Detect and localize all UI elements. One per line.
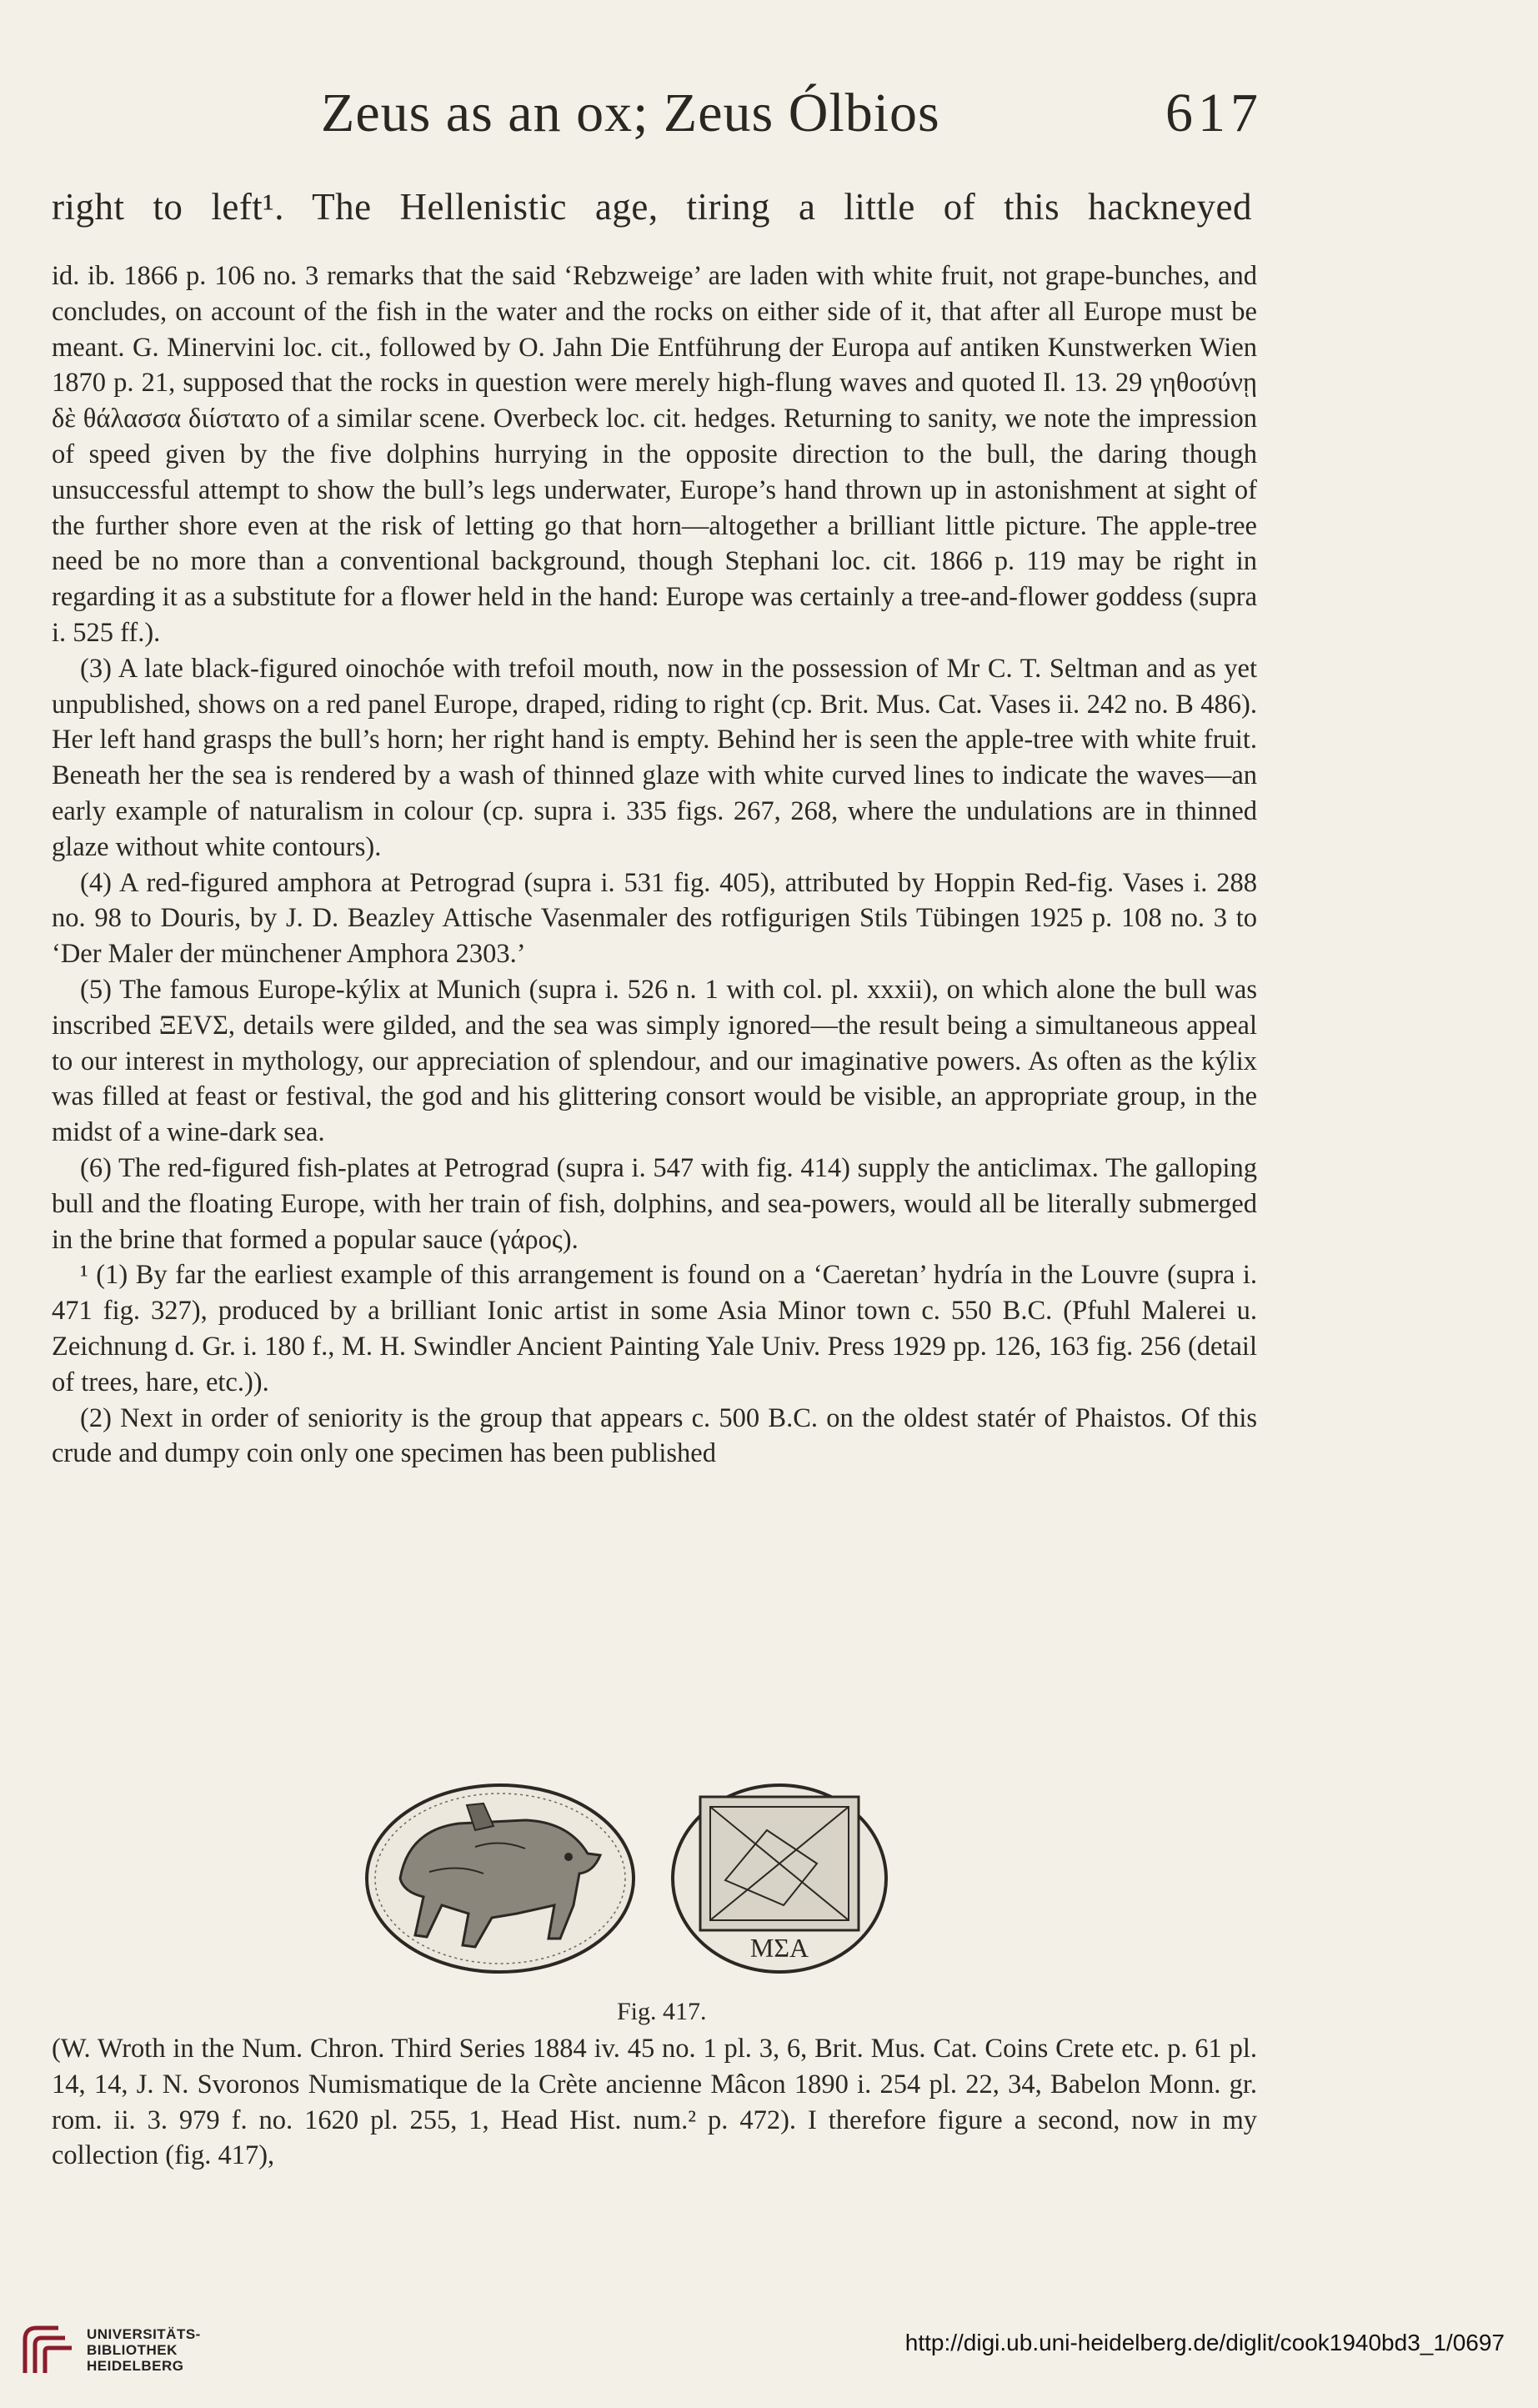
library-logo-icon (17, 2320, 78, 2381)
coin-inscription: ΜΣΑ (749, 1933, 809, 1963)
library-name-line: UNIVERSITÄTS- (87, 2326, 201, 2342)
coin-obverse (367, 1785, 634, 1972)
library-name-line: BIBLIOTHEK (87, 2342, 178, 2358)
library-name (87, 2326, 201, 2374)
source-url-link[interactable]: http://digi.ub.uni-heidelberg.de/diglit/cook1940bd3_1/0697 (904, 2330, 1505, 2355)
footnote-paragraph: (3) A late black-figured oinochóe with trefoil mouth, now in the possession of Mr C. T. Seltman and as yet unpublished, shows on a red panel Europe, draped, riding to right (cp. Brit. Mus. Cat. Vases ii. 242 no. B 486). Her left hand grasps the bull’s horn; her right hand is empty. Behind her is seen the apple-tree with white fruit. Beneath her the sea is rendered by a wash of thinned glaze with white curved lines to indicate the waves—an early example of naturalism in colour (cp. supra i. 335 figs. 267, 268, where the undulations are in thinned glaze without white contours). (52, 653, 1257, 862)
footnote-paragraph: (5) The famous Europe-kýlix at Munich (supra i. 526 n. 1 with col. pl. xxxii), on which alone the bull was inscribed ΞΕVΣ, details were gilded, and the sea was simply ignored—the result being a simultaneous appeal to our interest in mythology, our appreciation of splendour, and our imaginative powers. As often as the kýlix was filled at feast or festival, the god and his glittering consort would be visible, an appropriate group, in the midst of a wine-dark sea. (52, 974, 1257, 1148)
footnote-paragraph: (4) A red-figured amphora at Petrograd (supra i. 531 fig. 405), attributed by Hoppin Red-fig. Vases i. 288 no. 98 to Douris, by J. D. Beazley Attische Vasenmaler des rotfigurigen Stils Tübingen 1925 p. 108 no. 3 to ‘Der Maler der münchener Amphora 2303.’ (52, 867, 1257, 970)
coin-reverse (673, 1785, 886, 1972)
coin-figure (350, 1780, 934, 1989)
digitization-footer (0, 2310, 1538, 2408)
coin-illustration (350, 1780, 934, 1989)
footnote-paragraph: ¹ (1) By far the earliest example of this arrangement is found on a ‘Caeretan’ hydría in the Louvre (supra i. 471 fig. 327), produced by a brilliant Ionic artist in some Asia Minor town c. 550 B.C. (Pfuhl Malerei u. Zeichnung d. Gr. i. 180 f., M. H. Swindler Ancient Painting Yale Univ. Press 1929 pp. 126, 163 fig. 256 (detail of trees, hare, etc.)). (52, 1260, 1257, 1397)
running-title: Zeus as an ox; Zeus Ólbios (321, 83, 940, 143)
footnote-paragraph: id. ib. 1866 p. 106 no. 3 remarks that the said ‘Rebzweige’ are laden with white fruit, not grape-bunches, and concludes, on account of the fish in the water and the rocks on either side of it, that after all Europe must be meant. G. Minervini loc. cit., followed by O. Jahn Die Entführung der Europa auf antiken Kunstwerken Wien 1870 p. 21, supposed that the rocks in question were merely high-flung waves and quoted Il. 13. 29 γηθοσύνῃ δὲ θάλασσα διίστατο of a similar scene. Overbeck loc. cit. hedges. Returning to sanity, we note the impression of speed given by the five dolphins hurrying in the opposite direction to the bull, the daring though unsuccessful attempt to show the bull’s legs underwater, Europe’s hand thrown up in astonishment at sight of the further shore even at the risk of letting go that horn—altogether a brilliant little picture. The apple-tree need be no more than a conventional background, though Stephani loc. cit. 1866 p. 119 may be right in regarding it as a substitute for a flower held in the hand: Europe was certainly a tree-and-flower goddess (supra i. 525 ff.). (52, 261, 1257, 648)
page-number: 617 (1165, 83, 1263, 143)
lead-line: right to left¹. The Hellenistic age, tiring a little of this hackneyed (52, 186, 1252, 228)
bottom-footnote (52, 2031, 1257, 2174)
footnote-paragraph: (W. Wroth in the Num. Chron. Third Series 1884 iv. 45 no. 1 pl. 3, 6, Brit. Mus. Cat. Coins Crete etc. p. 61 pl. 14, 14, J. N. Svoronos Numismatique de la Crète ancienne Mâcon 1890 i. 254 pl. 22, 34, Babelon Monn. gr. rom. ii. 3. 979 f. no. 1620 pl. 255, 1, Head Hist. num.² p. 472). I therefore figure a second, now in my collection (fig. 417), (52, 2034, 1257, 2171)
page-header (321, 82, 1263, 165)
footnote-paragraph: (6) The red-figured fish-plates at Petrograd (supra i. 547 with fig. 414) supply the anticlimax. The galloping bull and the floating Europe, with her train of fish, dolphins, and sea-powers, would all be literally submerged in the brine that formed a popular sauce (γάρος). (52, 1152, 1257, 1255)
library-name-line: HEIDELBERG (87, 2358, 184, 2374)
footnotes (52, 258, 1257, 1472)
figure-caption: Fig. 417. (617, 1998, 707, 2025)
footnote-paragraph: (2) Next in order of seniority is the group that appears c. 500 B.C. on the oldest statér of Phaistos. Of this crude and dumpy coin only one specimen has been published (52, 1402, 1257, 1469)
